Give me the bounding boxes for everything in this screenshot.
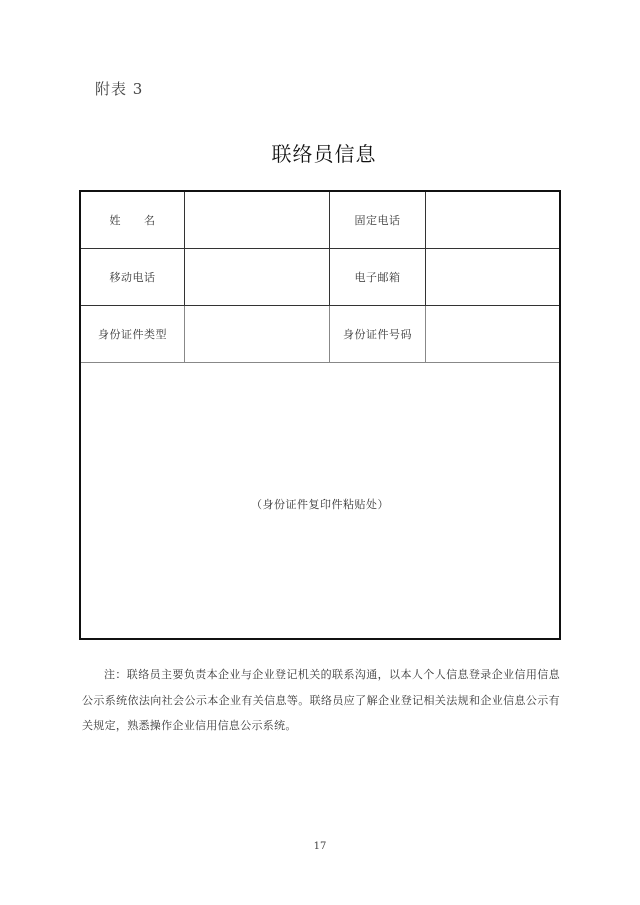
landline-field[interactable] [426,192,559,248]
label-landline: 固定电话 [354,214,401,227]
id-number-field[interactable] [426,306,559,362]
appendix-label: 附表 3 [95,80,144,98]
label-name: 姓 名 [109,214,156,227]
label-id-number: 身份证件号码 [343,328,412,341]
note-paragraph: 注：联络员主要负责本企业与企业登记机关的联系沟通，以本人个人信息登录企业信用信息公示系统依法向社会公示本企业有关信息等。联络员应了解企业登记相关法规和企业信息公示有关规定，熟悉操作企业信用信息公示系统。 [82,668,560,732]
label-email: 电子邮箱 [354,271,401,284]
page-number: 17 [313,841,327,852]
label-id-type: 身份证件类型 [98,328,167,341]
mobile-field[interactable] [185,249,329,305]
name-field[interactable] [185,192,329,248]
row-divider [81,362,559,363]
page-title: 联络员信息 [271,142,377,166]
contact-info-table [79,190,561,640]
email-field[interactable] [426,249,559,305]
label-mobile: 移动电话 [109,271,156,284]
id-copy-paste-area-hint: （身份证件复印件粘贴处） [251,498,389,511]
id-type-field[interactable] [185,306,329,362]
